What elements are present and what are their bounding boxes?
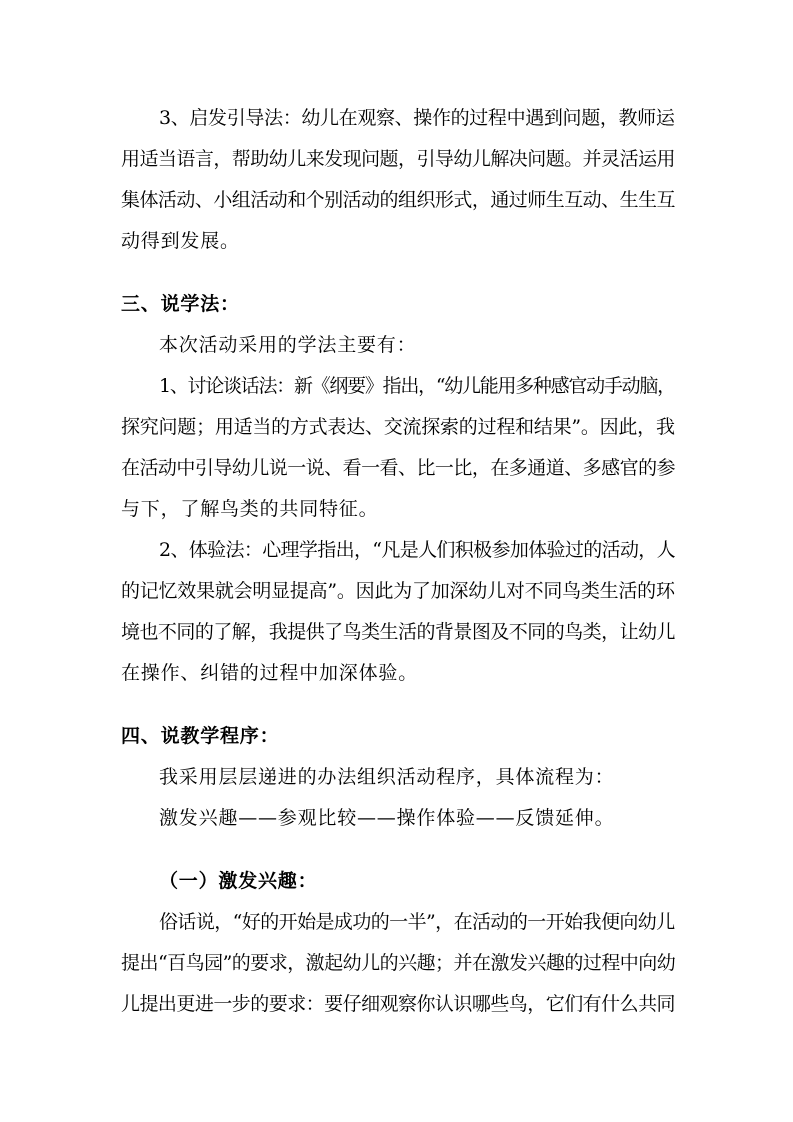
paragraph-line: 集体活动、小组活动和个别活动的组织形式，通过师生互动、生生互 <box>121 189 676 211</box>
paragraph-line: 动得到发展。 <box>121 230 240 252</box>
subsection-heading: （一）激发兴趣： <box>159 870 318 892</box>
paragraph-line: 1、讨论谈话法：新《纲要》指出，“幼儿能用多种感官动手动脑， <box>159 375 675 397</box>
paragraph-line: 探究问题；用适当的方式表达、交流探索的过程和结果”。因此，我 <box>121 416 675 438</box>
paragraph-line: 2、体验法：心理学指出，“凡是人们积极参加体验过的活动，人 <box>159 539 676 561</box>
section-heading-teaching-procedure: 四、说教学程序： <box>121 725 280 747</box>
paragraph-line: 本次活动采用的学法主要有： <box>159 334 417 356</box>
paragraph-line: 在活动中引导幼儿说一说、看一看、比一比，在多通道、多感官的参 <box>121 457 676 479</box>
paragraph-line: 提出“百鸟园”的要求，激起幼儿的兴趣；并在激发兴趣的过程中向幼 <box>121 952 676 974</box>
section-heading-learning-methods: 三、说学法： <box>121 293 240 315</box>
paragraph-line: 的记忆效果就会明显提高”。因此为了加深幼儿对不同鸟类生活的环 <box>121 580 675 602</box>
paragraph-line: 俗话说，“好的开始是成功的一半”，在活动的一开始我便向幼儿 <box>159 911 675 933</box>
paragraph-line: 在操作、纠错的过程中加深体验。 <box>121 662 419 684</box>
paragraph-line: 我采用层层递进的办法组织活动程序，具体流程为： <box>159 766 615 788</box>
paragraph-line: 用适当语言，帮助幼儿来发现问题，引导幼儿解决问题。并灵活运用 <box>121 148 676 170</box>
paragraph-line: 3、启发引导法：幼儿在观察、操作的过程中遇到问题，教师运 <box>159 107 675 129</box>
paragraph-line: 儿提出更进一步的要求：要仔细观察你认识哪些鸟，它们有什么共同 <box>121 993 676 1015</box>
flow-line: 激发兴趣——参观比较——操作体验——反馈延伸。 <box>159 807 615 829</box>
paragraph-line: 与下，了解鸟类的共同特征。 <box>121 498 379 520</box>
paragraph-line: 境也不同的了解，我提供了鸟类生活的背景图及不同的鸟类，让幼儿 <box>121 621 676 643</box>
